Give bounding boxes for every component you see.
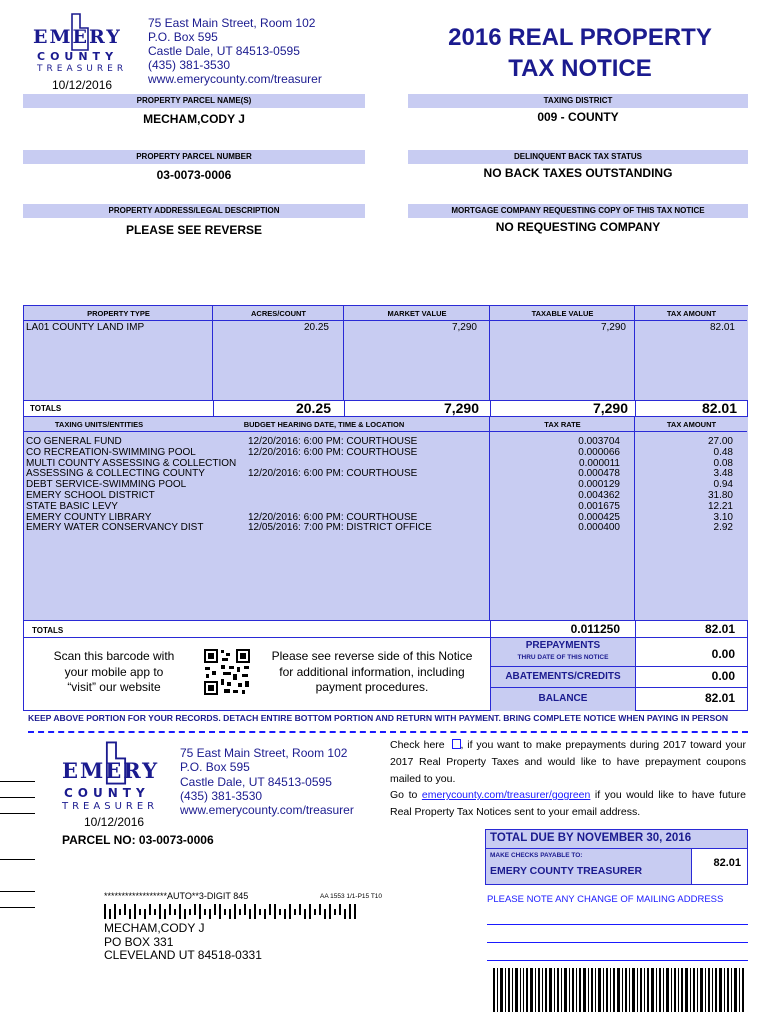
entity-item: STATE BASIC LEVY [26,500,118,512]
rate-item: 0.000011 [579,457,620,469]
total-due-header [486,830,747,848]
col-budget-hearing: BUDGET HEARING DATE, TIME & LOCATION [243,420,405,429]
payment-barcode-icon [493,968,745,1012]
hearing-item: 12/20/2016: 6:00 PM: COURTHOUSE [248,446,418,458]
abatements-value: 0.00 [711,669,735,683]
gogreen-link[interactable]: emerycounty.com/treasurer/gogreen [421,789,591,801]
hearings-list [248,437,432,534]
hearing-item: 12/05/2016: 7:00 PM: DISTRICT OFFICE [248,522,432,534]
tax-amount-value: 82.01 [709,322,735,333]
postal-barcode-icon [104,904,360,919]
phone-number: (435) 381-3530 [180,788,263,803]
fold-mark [0,813,35,814]
col-tax-amount: TAX AMOUNT [666,309,717,318]
property-type-value: LA01 COUNTY LAND IMP [26,322,145,333]
page-title [400,22,760,84]
col-property-type: PROPERTY TYPE [87,309,150,318]
logo-treasurer-text: TREASURER [62,801,159,812]
market-value: 7,290 [451,322,477,333]
hearing-item [248,502,432,513]
entity-item: DEBT SERVICE-SWIMMING POOL [26,479,187,491]
abatements-label: ABATEMENTS/CREDITS [505,671,621,682]
amounts-list [635,437,733,534]
col-tax-rate: TAX RATE [544,420,581,429]
notice-date: 10/12/2016 [52,78,113,92]
total-tax-rate: 0.011250 [570,622,620,636]
hearing-item: 12/20/2016: 6:00 PM: COURTHOUSE [248,436,418,447]
logo-emery-text: EMERY [33,26,122,48]
entity-item: ASSESSING & COLLECTING COUNTY [26,468,205,480]
fold-mark [0,891,35,892]
address-line: P.O. Box 595 [180,760,250,775]
total-unit-tax-amount: 82.01 [704,622,735,636]
amount-item: 0.48 [713,446,733,458]
gogreen-text: if you would like to have future Real Property Tax Notices sent to your email address. [390,789,747,818]
keep-portion-notice: KEEP ABOVE PORTION FOR YOUR RECORDS. DETACH ENTIRE BOTTOM PORTION AND RETURN WITH PAYMENT. BRING COMPLETE NOTICE WHEN PAYING IN PERSON [28,713,729,723]
amount-item: 31.80 [707,489,733,501]
logo-county-text: COUNTY [37,50,119,63]
parcel-number-label: PROPERTY PARCEL NUMBER [23,150,365,164]
amount-item: 0.94 [713,479,733,491]
go-green-notice [390,787,746,821]
prepayment-text: , if you want to make prepayments during 2017 toward your 2017 Real Property Taxes and would like to have prepayment coupons mailed to you. [390,739,746,785]
entity-item: EMERY SCHOOL DISTRICT [26,489,155,501]
entities-list [26,437,236,534]
entity-item: CO GENERAL FUND [26,436,122,447]
stub-date: 10/12/2016 [84,815,145,829]
stub-county-logo [62,740,174,816]
amount-item: 27.00 [707,436,733,447]
prepayments-sub-label: THRU DATE OF THIS NOTICE [517,654,609,661]
prepayment-checkbox[interactable] [452,739,461,749]
address-change-line[interactable] [487,960,748,961]
balance-label-box [491,688,635,711]
rate-item: 0.000425 [578,511,620,523]
prepayments-value: 0.00 [711,647,735,661]
parcel-number-value: 03-0073-0006 [156,168,232,182]
abatements-label-box [491,667,635,687]
website-link[interactable]: www.emerycounty.com/treasurer [148,72,322,86]
acres-value: 20.25 [303,322,329,333]
total-due-box [485,829,748,885]
mortgage-company-label: MORTGAGE COMPANY REQUESTING COPY OF THIS TAX NOTICE [408,204,748,218]
prepayment-coupon-request [390,737,746,787]
total-market-value: 7,290 [443,400,479,416]
property-address-label: PROPERTY ADDRESS/LEGAL DESCRIPTION [23,204,365,218]
taxable-value: 7,290 [600,322,626,333]
col-taxable-value: TAXABLE VALUE [531,309,594,318]
fold-mark [0,907,35,908]
mailing-address-line: CLEVELAND UT 84518-0331 [104,948,262,962]
entity-item: CO RECREATION-SWIMMING POOL [26,446,196,458]
taxing-district-value: 009 - COUNTY [537,110,619,124]
stub-treasurer-address [180,746,354,817]
address-line: P.O. Box 595 [148,30,218,44]
col-market-value: MARKET VALUE [387,309,447,318]
treasurer-address [148,16,322,86]
rate-item: 0.004362 [578,489,620,501]
amount-item: 2.92 [713,522,733,534]
mailing-address [104,922,262,963]
hearing-item [248,491,432,502]
address-change-line[interactable] [487,942,748,943]
col-acres: ACRES/COUNT [250,309,306,318]
mailing-address-line: MECHAM,CODY J [104,921,205,935]
logo-treasurer-text: TREASURER [37,64,128,74]
hearing-item [248,480,432,491]
rates-list [490,437,620,534]
balance-value: 82.01 [704,691,735,705]
payable-to-label: MAKE CHECKS PAYABLE TO: [490,852,583,859]
mail-batch-code: AA 1553 1/1-P15 T10 [320,893,383,900]
scan-instructions: Scan this barcode with your mobile app to “visit” our website [53,649,175,694]
total-taxable-value: 7,290 [592,400,628,416]
rate-item: 0.000129 [578,479,620,491]
total-due-label: TOTAL DUE BY NOVEMBER 30, 2016 [490,832,692,844]
prepayments-label: PREPAYMENTS [525,640,601,651]
amount-item: 12.21 [707,500,733,512]
col-unit-tax-amount: TAX AMOUNT [666,420,717,429]
property-tax-table [23,305,748,711]
mailing-address-line: PO BOX 331 [104,934,174,949]
mail-sort-code: ******************AUTO**3-DIGIT 845 [104,891,249,901]
title-line: TAX NOTICE [508,55,652,82]
delinquent-status-label: DELINQUENT BACK TAX STATUS [408,150,748,164]
units-totals-bottom-border [24,637,747,638]
amount-item: 0.08 [713,457,733,469]
property-address-value: PLEASE SEE REVERSE [125,223,263,237]
county-logo [33,12,133,76]
change-address-label: PLEASE NOTE ANY CHANGE OF MAILING ADDRESS [487,894,724,905]
payable-to-box [486,849,691,884]
units-totals-top-border [24,620,747,621]
qr-code-icon[interactable] [202,647,252,697]
website-link[interactable]: www.emerycounty.com/treasurer [180,803,354,818]
address-line: Castle Dale, UT 84513-0595 [180,774,332,789]
mortgage-company-value: NO REQUESTING COMPANY [495,220,661,234]
fold-mark [0,797,35,798]
balance-label: BALANCE [538,693,588,704]
total-tax-amount: 82.01 [701,400,737,416]
header-divider [24,431,747,432]
payable-to-value: EMERY COUNTY TREASURER [490,865,643,877]
fold-mark [0,859,35,860]
parcel-names-label: PROPERTY PARCEL NAME(S) [23,94,365,108]
parcel-names-value: MECHAM,CODY J [143,112,245,126]
amount-item: 3.48 [713,468,733,480]
entity-item: EMERY COUNTY LIBRARY [26,511,152,523]
entity-item: MULTI COUNTY ASSESSING & COLLECTION [26,457,237,469]
hearing-item: 12/20/2016: 6:00 PM: COURTHOUSE [248,468,418,480]
total-due-value: 82.01 [713,857,741,869]
property-totals-row [24,401,747,416]
rate-item: 0.001675 [578,500,620,512]
amount-item: 3.10 [713,511,733,523]
address-line: 75 East Main Street, Room 102 [148,16,316,30]
property-totals-label: TOTALS [30,404,62,413]
logo-county-text: COUNTY [64,786,150,800]
header-divider [24,320,747,321]
entity-item: EMERY WATER CONSERVANCY DIST [26,522,204,534]
total-acres: 20.25 [295,400,331,416]
phone-number: (435) 381-3530 [148,58,231,72]
address-change-line[interactable] [487,924,748,925]
detach-line [28,731,748,733]
address-line: Castle Dale, UT 84513-0595 [148,44,300,58]
hearing-item: 12/20/2016: 6:00 PM: COURTHOUSE [248,511,418,523]
go-to-text: Go to [390,789,418,801]
rate-item: 0.000400 [578,522,620,534]
address-line: 75 East Main Street, Room 102 [180,746,348,760]
logo-emery-text: EMERY [62,758,160,783]
prepayments-label-box [491,638,635,666]
fold-mark [0,781,35,782]
rate-item: 0.000478 [578,468,620,480]
rate-item: 0.003704 [578,436,620,447]
stub-parcel-number: PARCEL NO: 03-0073-0006 [62,833,214,847]
col-taxing-units: TAXING UNITS/ENTITIES [54,420,144,429]
rate-item: 0.000066 [578,446,620,458]
reverse-side-note: Please see reverse side of this Notice for additional information, including payment procedures. [271,649,473,694]
delinquent-status-value: NO BACK TAXES OUTSTANDING [483,166,673,180]
units-totals-label: TOTALS [32,626,64,635]
taxing-district-label: TAXING DISTRICT [408,94,748,108]
check-here-text: Check here [390,739,445,751]
title-line: 2016 REAL PROPERTY [448,24,712,51]
